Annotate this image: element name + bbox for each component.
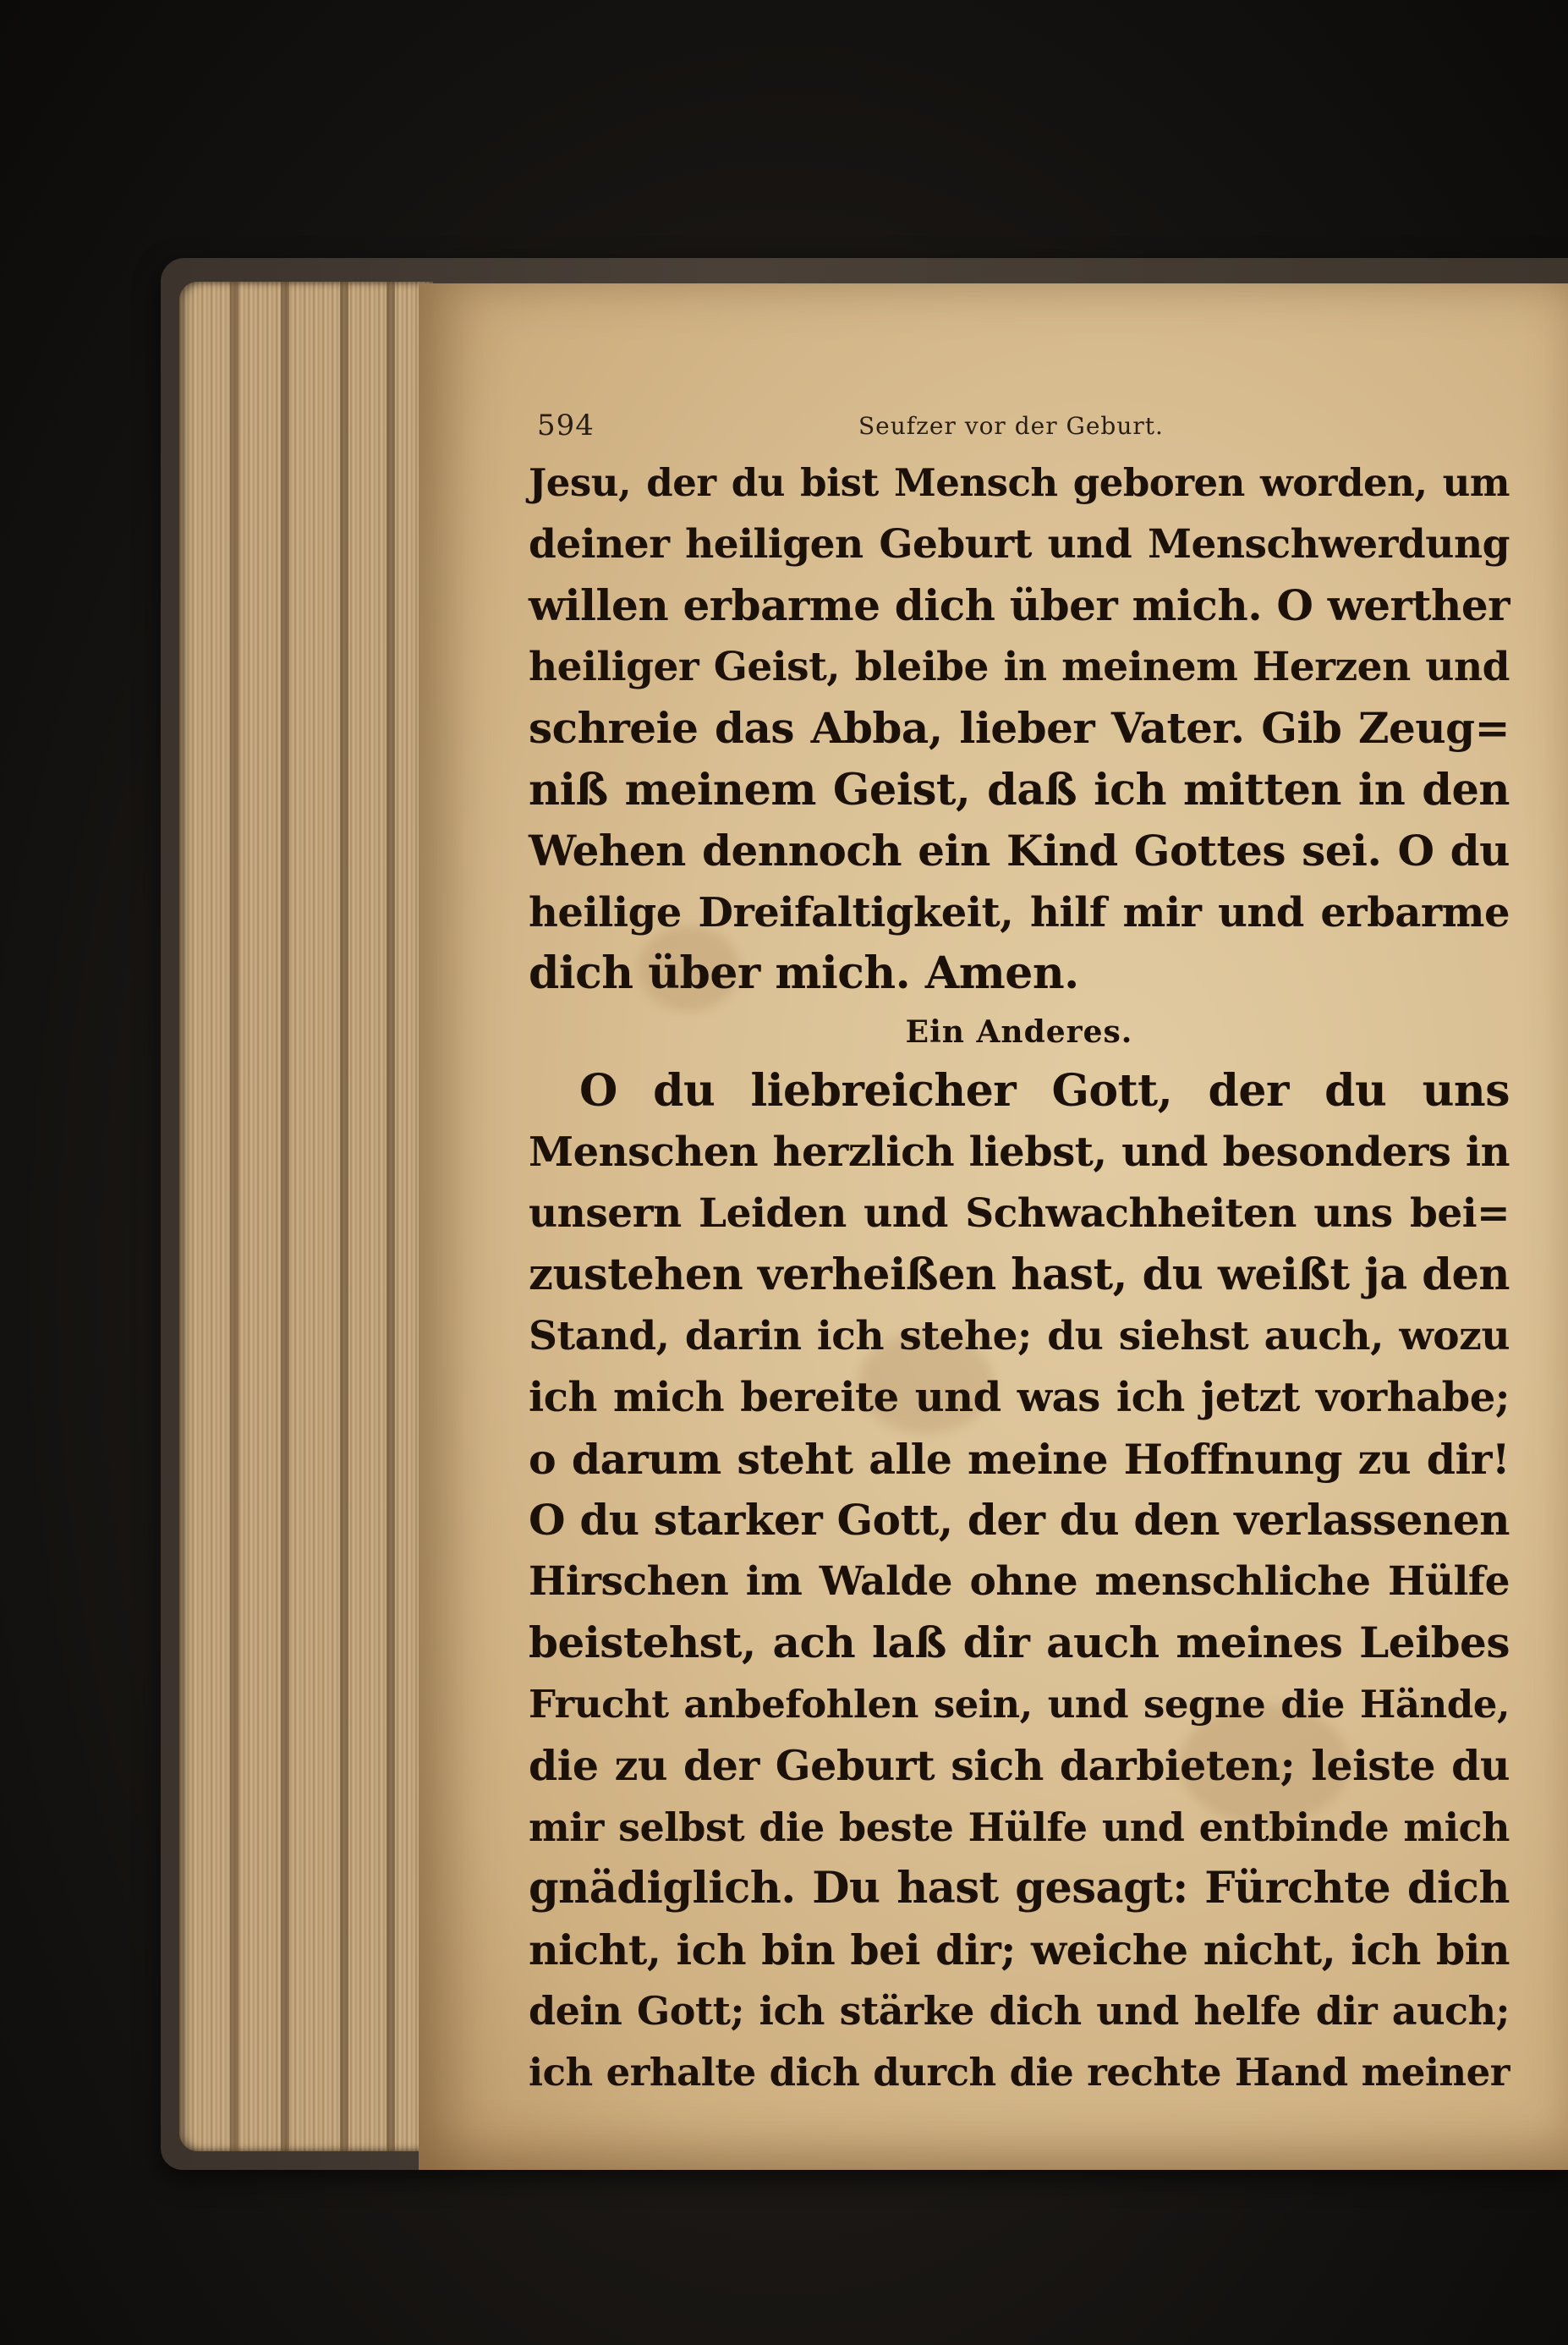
section-heading: Ein Anderes. <box>905 1013 1133 1050</box>
text-line: dich über mich. Amen. <box>529 947 1079 999</box>
text-line: mir selbst die beste Hülfe und entbinde mich <box>529 1804 1510 1850</box>
book-page <box>419 283 1568 2170</box>
running-head <box>537 409 1509 442</box>
text-line: ich erhalte dich durch die rechte Hand meiner <box>529 2049 1510 2095</box>
text-line: Menschen herzlich liebst, und besonders in <box>529 1129 1510 1176</box>
text-line: Frucht anbefohlen sein, und segne die Hände, <box>529 1681 1510 1727</box>
text-line: die zu der Geburt sich darbieten; leiste du <box>529 1741 1510 1790</box>
text-line: unsern Leiden und Schwachheiten uns bei= <box>529 1189 1510 1237</box>
text-line: Jesu, der du bist Mensch geboren worden, um <box>529 460 1510 505</box>
text-line: zustehen verheißen hast, du weißt ja den <box>529 1249 1510 1300</box>
body-text <box>529 453 1510 2103</box>
text-line: heiliger Geist, bleibe in meinem Herzen und <box>529 643 1510 690</box>
text-line: beistehst, ach laß dir auch meines Leibes <box>529 1617 1510 1667</box>
text-line: schreie das Abba, lieber Vater. Gib Zeug= <box>529 703 1510 753</box>
text-line: Hirschen im Walde ohne menschliche Hülfe <box>529 1557 1510 1605</box>
text-line: O du liebreicher Gott, der du uns <box>579 1064 1510 1117</box>
text-line: deiner heiligen Geburt und Menschwerdung <box>529 520 1510 568</box>
text-line: Stand, darin ich stehe; du siehst auch, wozu <box>529 1312 1510 1359</box>
running-title: Seufzer vor der Geburt. <box>858 412 1164 440</box>
text-line: gnädiglich. Du hast gesagt: Fürchte dich <box>529 1863 1510 1914</box>
text-line: dein Gott; ich stärke dich und helfe dir auch; <box>529 1988 1510 2034</box>
page-edges <box>179 282 433 2151</box>
text-line: o darum steht alle meine Hoffnung zu dir! <box>529 1434 1510 1484</box>
text-line: niß meinem Geist, daß ich mitten in den <box>529 764 1510 816</box>
text-line: Wehen dennoch ein Kind Gottes sei. O du <box>529 826 1510 876</box>
text-line: willen erbarme dich über mich. O werther <box>529 580 1510 630</box>
book <box>161 258 1568 2170</box>
page-number: 594 <box>537 409 595 442</box>
text-line: ich mich bereite und was ich jetzt vorhabe; <box>529 1374 1510 1421</box>
text-line: nicht, ich bin bei dir; weiche nicht, ich bin <box>529 1925 1510 1974</box>
text-line: heilige Dreifaltigkeit, hilf mir und erbarme <box>529 888 1510 936</box>
text-line: O du starker Gott, der du den verlassenen <box>529 1495 1510 1545</box>
